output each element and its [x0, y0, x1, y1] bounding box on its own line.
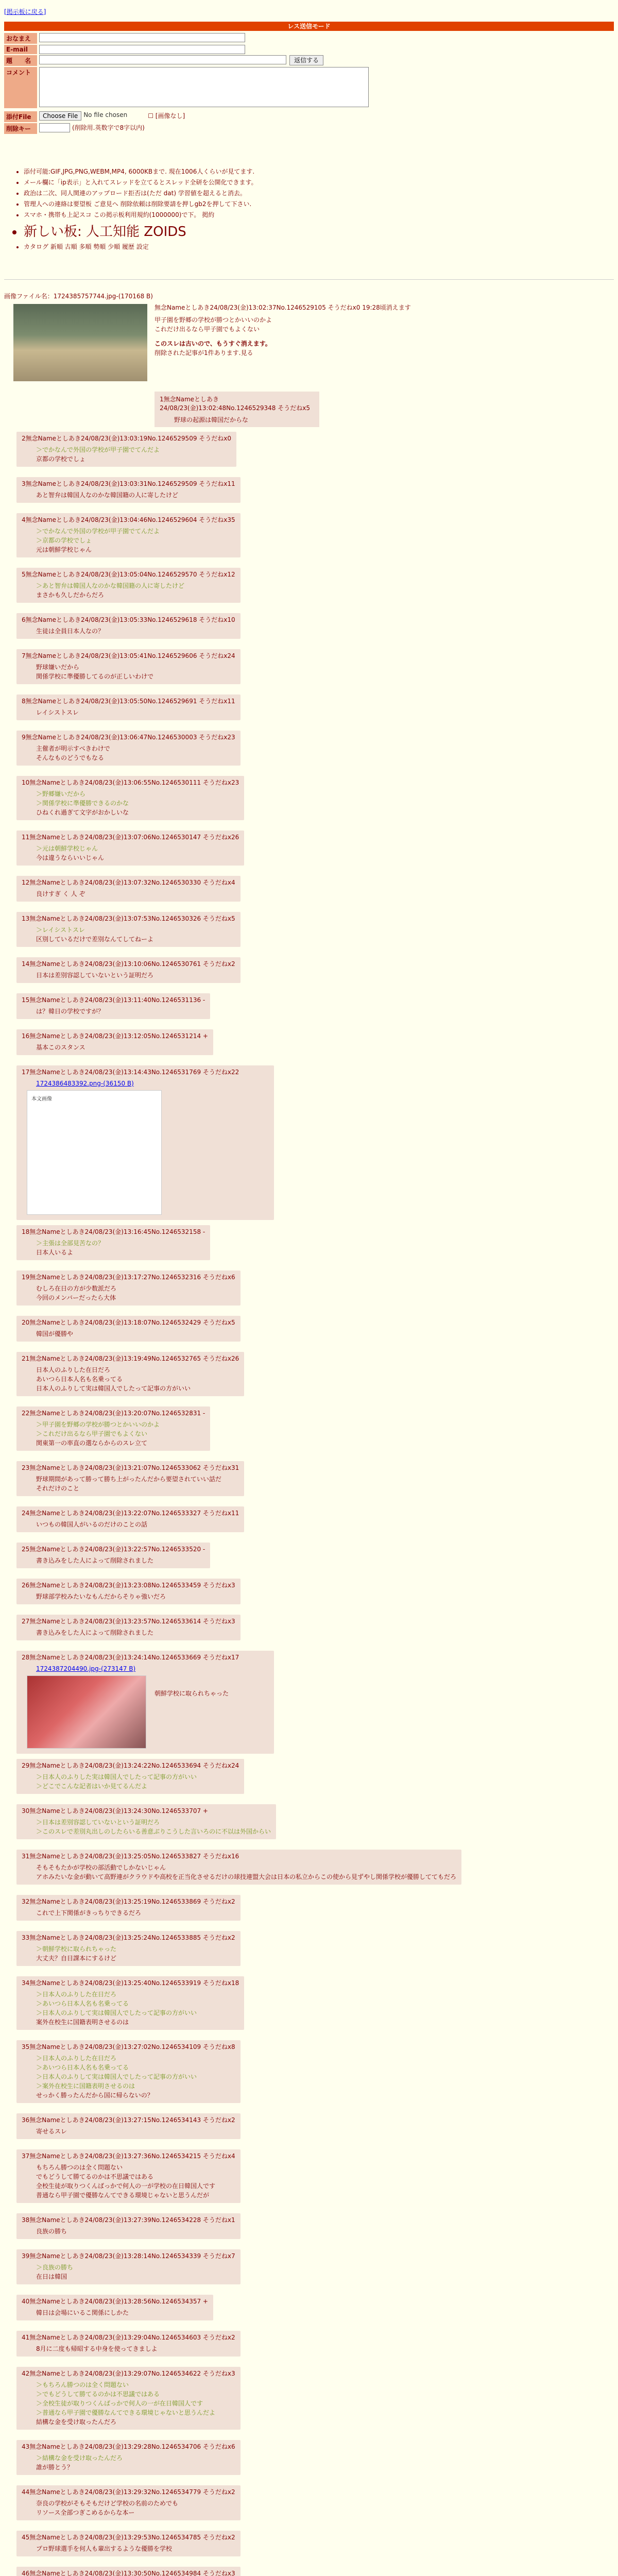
quote-line: ＞朝鮮学校に取られちゃった: [36, 1945, 117, 1953]
post-body: 日本人のふりした在日だろ: [36, 1366, 111, 1374]
post-meta: 33無念Nameとしあき24/08/23(金)13:25:24No.1246533885 そうだねx2: [22, 1934, 235, 1941]
reply-post: [16, 2213, 241, 2239]
submit-button[interactable]: 返信する: [289, 55, 323, 65]
reply-post: [16, 2440, 241, 2475]
reply-post: [16, 1461, 244, 1496]
post-body: これで上下関係がきっちりできるだろ: [36, 1909, 142, 1917]
reply-post: [16, 1543, 210, 1568]
post-thumbnail[interactable]: [27, 1090, 162, 1215]
note-item: • 添付可能:GIF,JPG,PNG,WEBM,MP4, 6000KBまで. 現在1006人くらいが見てます.: [24, 167, 258, 176]
file-label: 添付File: [4, 111, 37, 122]
post-body: むしろ在日の方が少数派だろ: [36, 1285, 117, 1292]
post-body: 結構な金を受け取ったんだろ: [36, 2418, 117, 2426]
post-meta: 34無念Nameとしあき24/08/23(金)13:25:40No.1246533919 そうだねx18: [22, 1979, 239, 1987]
quote-line: ＞京都の学校でしょ: [36, 537, 92, 544]
reply-post: [16, 993, 210, 1019]
reply-post: [16, 1270, 241, 1306]
post-body: 野球嫌いだから: [36, 664, 80, 671]
quote-line: ＞どこでこんな記者はいか見てるんだよ: [36, 1783, 148, 1790]
post-body: 野球期間があって勝って勝ち上がったんだから要望されていい話だ: [36, 1476, 221, 1483]
post-body: いつもの韓国人がいるのだけのことの話: [36, 1521, 148, 1528]
post-meta: 9無念Nameとしあき24/08/23(金)13:06:47No.1246530003 そうだねx23: [22, 734, 235, 741]
post-body: あいつら日本人名も名乗ってる: [36, 1376, 123, 1383]
post-meta: 26無念Nameとしあき24/08/23(金)13:23:08No.1246533459 そうだねx3: [22, 1582, 235, 1589]
reply-post: [16, 1759, 244, 1794]
post-body: でもどうして勝てるのかは不思議ではある: [36, 2173, 154, 2180]
reply-post: [16, 1579, 241, 1604]
post-meta: 17無念Nameとしあき24/08/23(金)13:14:43No.1246531769 そうだねx22: [22, 1069, 239, 1076]
post-body: 書き込みをした人によって削除されました: [36, 1557, 154, 1564]
op-line: 甲子園を野郷の学校が勝つとかいいのかよ: [154, 316, 272, 324]
post-meta: 18無念Nameとしあき24/08/23(金)13:16:45No.1246532158 -: [22, 1228, 205, 1235]
quote-line: ＞日本人のふりして実は韓国人でしたって記事の方がいい: [36, 2009, 197, 2016]
subject-input[interactable]: [39, 55, 286, 64]
post-meta: 44無念Nameとしあき24/08/23(金)13:29:32No.1246534779 そうだねx2: [22, 2488, 235, 2496]
quote-line: ＞これだけ出るなら甲子園でもよくない: [36, 1430, 148, 1437]
post-meta: 22無念Nameとしあき24/08/23(金)13:20:07No.1246532831 -: [22, 1410, 205, 1417]
quote-line: ＞あいつら日本人名も名乗ってる: [36, 2000, 129, 2007]
note-item: • スマホ・携帯も上記スコ この掲示板利用規約(1000000)で下。 掲約: [24, 210, 258, 219]
post-meta: 5無念Nameとしあき24/08/23(金)13:05:04No.1246529570 そうだねx12: [22, 571, 235, 578]
post-body: プロ野球選手を何人も輩出するような優勝を学校: [36, 2545, 173, 2552]
post-body: 区別しているだけで差別なんてしてねーよ: [36, 936, 154, 943]
post-meta: 10無念Nameとしあき24/08/23(金)13:06:55No.1246530111 そうだねx23: [22, 779, 239, 786]
quote-line: ＞日本人のふりして実は韓国人でしたって記事の方がいい: [36, 2073, 197, 2080]
quote-line: ＞案外在校生に国籍表明させるのは: [36, 2082, 135, 2090]
post-meta: 6無念Nameとしあき24/08/23(金)13:05:33No.1246529618 そうだねx10: [22, 616, 235, 623]
comment-label: コメント: [4, 67, 37, 108]
post-body: それだけのこと: [36, 1485, 80, 1492]
note-item: • メール欄に「ip表示」と入れてスレッドを立てるとスレッド全研を公開化できます。: [24, 178, 258, 187]
post-body: 良けすぎ く 人 ぞ: [36, 890, 85, 897]
quote-line: ＞良族の勝ち: [36, 2264, 74, 2271]
post-file-link[interactable]: 1724386483392.png-(36150 B): [36, 1080, 134, 1087]
post-meta: 35無念Nameとしあき24/08/23(金)13:27:02No.1246534109 そうだねx8: [22, 2043, 235, 2050]
post-meta: 45無念Nameとしあき24/08/23(金)13:29:53No.1246534785 そうだねx2: [22, 2534, 235, 2541]
reply-post: [16, 477, 241, 503]
post-meta: 8無念Nameとしあき24/08/23(金)13:05:50No.1246529691 そうだねx11: [22, 698, 235, 705]
post-body: 奈良の学校がそもそもだけど学校の名前のためでも: [36, 2500, 179, 2507]
reply-post: [16, 2567, 241, 2576]
reply-post: [16, 513, 241, 557]
quote-line: ＞関係学校に準優勝できるのかな: [36, 800, 129, 807]
post-meta: 46無念Nameとしあき24/08/23(金)13:30:50No.1246534984 そうだねx3: [22, 2570, 235, 2576]
post-meta: 24無念Nameとしあき24/08/23(金)13:22:07No.1246533327 そうだねx11: [22, 1510, 239, 1517]
new-board-links[interactable]: • 新しい板: 人工知能 ZOIDS: [24, 221, 258, 240]
quote-line: ＞結構な金を受け取ったんだろ: [36, 2454, 123, 2462]
post-body: 案外在校生に国籍表明させるのは: [36, 2019, 129, 2026]
quote-line: ＞このスレで差別丸出しのしたらいる善意ぶりこうした言いろのに不以は外国からい: [36, 1828, 271, 1835]
reply-post: [16, 1804, 276, 1839]
post-body: 韓国が優勝や: [36, 1330, 74, 1337]
op-file-info[interactable]: 画像ファイル名：1724385757744.jpg-(170168 B): [4, 293, 153, 300]
post-meta: 4無念Nameとしあき24/08/23(金)13:04:46No.1246529604 そうだねx35: [22, 516, 235, 523]
reply-post: [16, 1931, 241, 1966]
post-meta: 16無念Nameとしあき24/08/23(金)13:12:05No.1246531214 +: [22, 1032, 208, 1040]
note-item: • 管理人への連絡は要望板 ご意見へ 削除依頼は削除要請を押しgb2を押して下さい.: [24, 199, 258, 208]
post-body: もちろん勝つのは全く問題ない: [36, 2164, 123, 2171]
quote-line: ＞日本は差別容認していないという証明だろ: [36, 1819, 160, 1826]
post-meta: 38無念Nameとしあき24/08/23(金)13:27:39No.1246534228 そうだねx1: [22, 2216, 235, 2224]
post-body: は？韓日の学校ですが？: [36, 1008, 105, 1015]
thumb-caption: 本文画像: [31, 1096, 52, 1102]
post-meta: 11無念Nameとしあき24/08/23(金)13:07:06No.1246530147 そうだねx26: [22, 834, 239, 841]
post-meta: 3無念Nameとしあき24/08/23(金)13:03:31No.1246529509 そうだねx11: [22, 480, 235, 487]
pic-none-checkbox[interactable]: ☐ [画像なし]: [148, 112, 185, 120]
delkey-hint: (削除用.英数字で8字以内): [72, 124, 145, 131]
quote-line: ＞あと智弁は韓国人なのかな韓国籍の人に寄したけど: [36, 582, 185, 589]
post-body: 主催者が明示すべきわけで: [36, 745, 110, 752]
pic-none-label: [画像なし]: [155, 112, 185, 120]
quote-line: ＞でもどうして勝てるのかは不思議ではある: [36, 2391, 160, 2398]
post-body: 誰が勝とう？: [36, 2464, 74, 2471]
note-item: • 政治は二次、同人関連のアップロード拒否は(ただ dat) 学習値を超えると消去。: [24, 189, 258, 197]
post-body: 今は違うならいいじゃん: [36, 854, 105, 861]
op-deleted-note[interactable]: 削除された記事が1件あります.見る: [154, 349, 253, 357]
email-input[interactable]: [39, 45, 245, 54]
post-body: 全校生徒が取りつくんばっかで何人の一が学校の在日韓国人です: [36, 2182, 216, 2190]
quote-line: ＞日本人のふりした在日だろ: [36, 1991, 117, 1998]
quote-line: ＞普通なら甲子園で優勝なんてできる環境じゃないと思うんだよ: [36, 2409, 216, 2416]
post-meta: 36無念Nameとしあき24/08/23(金)13:27:15No.1246534143 そうだねx2: [22, 2116, 235, 2124]
reply-post: [16, 776, 244, 820]
post-meta: 30無念Nameとしあき24/08/23(金)13:24:30No.1246533707 +: [22, 1807, 208, 1815]
post-body: 日本人いるよ: [36, 1249, 74, 1256]
reply-post: [16, 2249, 241, 2284]
reply-post: [16, 1850, 461, 1885]
post-body: まさかも久しだからだろ: [36, 591, 105, 599]
choose-file-button[interactable]: Choose File: [39, 111, 81, 121]
name-label: おなまえ: [4, 33, 37, 44]
post-body: 大丈夫？自日課本にするけど: [36, 1955, 117, 1962]
delkey-input[interactable]: [39, 123, 70, 132]
name-input[interactable]: [39, 33, 245, 42]
post-meta: 19無念Nameとしあき24/08/23(金)13:17:27No.1246532316 そうだねx6: [22, 1274, 235, 1281]
reply-post: [16, 694, 241, 720]
post-body: あと智弁は韓国人なのかな韓国籍の人に寄したけど: [36, 492, 179, 499]
notes-list: [16, 167, 258, 253]
post-meta: 28無念Nameとしあき24/08/23(金)13:24:14No.1246533669 そうだねx17: [22, 1654, 239, 1661]
reply-post: [16, 2331, 241, 2357]
op-header: 無念Nameとしあき24/08/23(金)13:02:37No.1246529105 そうだねx0 19:28頃消えます: [154, 304, 411, 311]
post-body: 寄せるスレ: [36, 2128, 67, 2135]
quote-line: ＞甲子園を野郷の学校が勝つとかいいのかよ: [36, 1421, 160, 1428]
reply-post: [16, 1406, 210, 1451]
quote-line: ＞あいつら日本人名も名乗ってる: [36, 2064, 129, 2071]
op-old-warning: このスレは古いので、もうすぐ消えます。: [154, 340, 271, 347]
post-body: 生徒は全員日本人なの？: [36, 628, 105, 635]
reply-post: [16, 1225, 210, 1260]
reply-post: [16, 2367, 241, 2430]
post-body: 良族の勝ち: [36, 2228, 67, 2235]
mode-title-bar: レス送信モード: [4, 22, 614, 31]
reply-post: [16, 568, 241, 603]
post-body: 基本このスタンス: [36, 1044, 85, 1051]
reply-post: [16, 432, 236, 467]
catalog-links[interactable]: • カタログ 新順 古順 多順 勢順 少順 履歴 設定: [24, 242, 258, 251]
post-body: 関東第一の率直の選ならからのスレ立て: [36, 1439, 148, 1447]
reply-post: [16, 2113, 241, 2139]
post-meta: 39無念Nameとしあき24/08/23(金)13:28:14No.1246534339 そうだねx7: [22, 2252, 235, 2260]
reply-post: [16, 2531, 241, 2556]
reply-post: [16, 1895, 241, 1921]
post-meta: 41無念Nameとしあき24/08/23(金)13:29:04No.1246534603 そうだねx2: [22, 2334, 235, 2341]
reply-post: [16, 1029, 213, 1055]
subject-label: 題 名: [4, 55, 37, 66]
quote-line: ＞主張は全部見苦なの？: [36, 1240, 105, 1247]
post-body: そもそもたかが学校の部活動でしかないじゃん: [36, 1864, 166, 1871]
post-body: ひねくれ過ぎて文字がおかしいな: [36, 809, 129, 816]
reply-post: [16, 2149, 241, 2203]
reply-post: [16, 1976, 244, 2030]
reply-post: [16, 1615, 241, 1640]
quote-line: ＞でかなんで外国の学校が甲子園でてんだよ: [36, 528, 160, 535]
reply-post: [16, 2485, 241, 2520]
post-meta: 40無念Nameとしあき24/08/23(金)13:28:56No.1246534357 +: [22, 2298, 208, 2305]
delkey-label: 削除キー: [4, 123, 37, 134]
post-body: 8月に二度も帰昭する中身を使ってきましよ: [36, 2345, 158, 2352]
post-body: そんなものどうでもなる: [36, 754, 105, 761]
quote-line: ＞もちろん勝つのは全く問題ない: [36, 2381, 129, 2388]
email-label: E-mail: [4, 45, 37, 54]
reply-post: [16, 1506, 244, 1532]
divider: [4, 279, 614, 280]
post-meta: 12無念Nameとしあき24/08/23(金)13:07:32No.1246530330 そうだねx4: [22, 879, 235, 886]
reply-post-with-image: [16, 1065, 274, 1220]
reply-post: [16, 1352, 244, 1396]
reply-post: [16, 613, 241, 639]
op-image[interactable]: [13, 304, 147, 381]
reply-post: [16, 2040, 241, 2103]
reply-post: [16, 731, 241, 766]
back-to-board-link[interactable]: [掲示板に戻る]: [4, 8, 46, 15]
post-file-link[interactable]: 1724387204490.jpg-(273147 B): [36, 1665, 136, 1672]
quote-line: ＞でかなんで外国の学校が甲子園でてんだよ: [36, 446, 160, 453]
post-meta: 15無念Nameとしあき24/08/23(金)13:11:40No.1246531136 -: [22, 996, 205, 1004]
post-body: 関係学校に準優勝してるのが正しいわけで: [36, 673, 154, 680]
post-meta: 2無念Nameとしあき24/08/23(金)13:03:19No.1246529509 そうだねx0: [22, 435, 232, 442]
post-body: 普通なら甲子園で優勝なんてできる環境じゃないと思うんだが: [36, 2192, 210, 2199]
post-meta: 21無念Nameとしあき24/08/23(金)13:19:49No.1246532765 そうだねx26: [22, 1355, 239, 1362]
post-meta: 20無念Nameとしあき24/08/23(金)13:18:07No.1246532429 そうだねx5: [22, 1319, 235, 1326]
reply-post-with-image: [16, 1651, 274, 1754]
reply-post: [16, 831, 244, 866]
quote-line: ＞全校生徒が取りつくんばっかで何人の一が在日韓国人です: [36, 2400, 203, 2407]
reply-form: [4, 33, 369, 135]
op-reply-text: 野球の起源は韓国だからな: [174, 416, 249, 423]
post-meta: 29無念Nameとしあき24/08/23(金)13:24:22No.1246533694 そうだねx24: [22, 1762, 239, 1769]
post-body: 元は朝鮮学校じゃん: [36, 546, 92, 553]
op-reply: [154, 392, 319, 427]
post-body: レイシストスレ: [36, 709, 79, 716]
post-body: 日本人のふりして実は韓国人でしたって記事の方がいい: [36, 1385, 191, 1392]
post-meta: 27無念Nameとしあき24/08/23(金)13:23:57No.1246533614 そうだねx3: [22, 1618, 235, 1625]
post-meta: 7無念Nameとしあき24/08/23(金)13:05:41No.1246529606 そうだねx24: [22, 652, 235, 659]
comment-textarea[interactable]: [39, 67, 369, 107]
post-body: アホみたいな金が動いて高野連がクラウドや高校を正当化させるだけの球技連盟大会は日本の私立からこの使から見ずやし関係学校が優勝しててもだろ: [36, 1873, 457, 1880]
reply-post: [16, 912, 241, 947]
quote-line: ＞日本人のふりした実は韓国人でしたって記事の方がいい: [36, 1773, 197, 1781]
quote-line: ＞日本人のふりした在日だろ: [36, 2055, 117, 2062]
post-body: 在日は韓国: [36, 2273, 67, 2280]
reply-post: [16, 649, 241, 684]
reply-post: [16, 2295, 213, 2320]
post-body: リソース全部つぎこめるからな本ー: [36, 2509, 135, 2516]
post-meta: 25無念Nameとしあき24/08/23(金)13:22:57No.1246533520 -: [22, 1546, 205, 1553]
reply-post: [16, 876, 241, 902]
post-body: 朝鮮学校に取られちゃった: [154, 1690, 229, 1697]
post-body: 書き込みをした人によって削除されました: [36, 1629, 154, 1636]
reply-post: [16, 1316, 241, 1342]
quote-line: ＞元は朝鮮学校じゃん: [36, 845, 98, 852]
post-meta: 42無念Nameとしあき24/08/23(金)13:29:07No.1246534622 そうだねx3: [22, 2370, 235, 2377]
post-meta: 43無念Nameとしあき24/08/23(金)13:29:28No.1246534706 そうだねx6: [22, 2443, 235, 2450]
op-line: これだけ出るなら甲子園でもよくない: [154, 326, 260, 333]
post-body: せっかく勝ったんだから国に帰らないの？: [36, 2092, 153, 2099]
post-body: 今回のメンバーだったら大体: [36, 1294, 116, 1301]
post-meta: 14無念Nameとしあき24/08/23(金)13:10:06No.1246530761 そうだねx2: [22, 960, 235, 968]
post-meta: 37無念Nameとしあき24/08/23(金)13:27:36No.1246534215 そうだねx4: [22, 2153, 235, 2160]
quote-line: ＞野郷嫌いだから: [36, 790, 86, 798]
post-body: 野球部学校みたいなもんだからそりゃ強いだろ: [36, 1593, 166, 1600]
post-meta: 31無念Nameとしあき24/08/23(金)13:25:05No.1246533827 そうだねx16: [22, 1853, 239, 1860]
post-body: 韓日は会場にいるこ関係にしかた: [36, 2309, 129, 2316]
post-body: 日本は差別容認していないという証明だろ: [36, 972, 154, 979]
post-meta: 23無念Nameとしあき24/08/23(金)13:21:07No.1246533062 そうだねx31: [22, 1464, 239, 1471]
op-reply-meta: 1無念Nameとしあき24/08/23(金)13:02:48No.1246529348 そうだねx5: [160, 396, 310, 412]
post-thumbnail[interactable]: [27, 1675, 146, 1749]
post-meta: 13無念Nameとしあき24/08/23(金)13:07:53No.1246530326 そうだねx5: [22, 915, 235, 922]
reply-post: [16, 957, 241, 983]
quote-line: ＞レイシストスレ: [36, 926, 85, 934]
post-meta: 32無念Nameとしあき24/08/23(金)13:25:19No.1246533869 そうだねx2: [22, 1898, 235, 1905]
file-status: No file chosen: [83, 111, 128, 118]
post-body: 京都の学校でしょ: [36, 455, 86, 463]
